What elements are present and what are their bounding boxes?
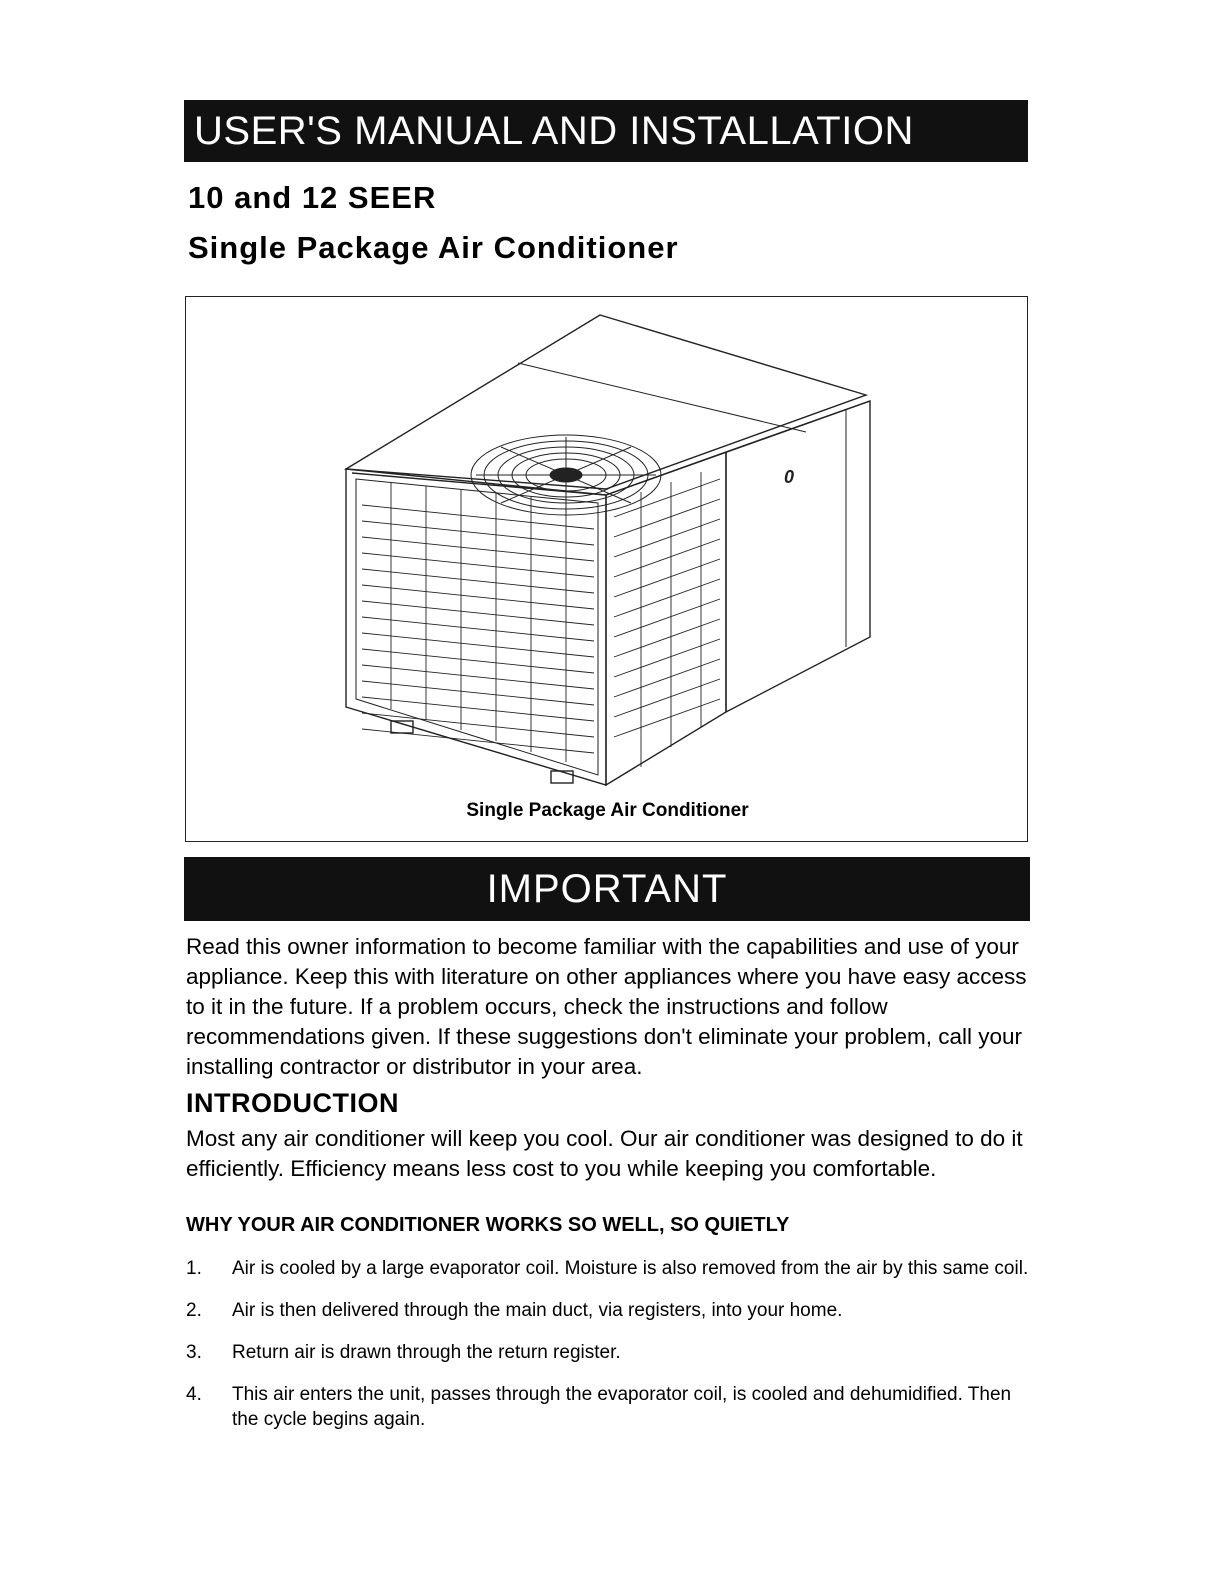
panel-label: 0	[784, 467, 795, 487]
list-item-text: Return air is drawn through the return register.	[232, 1342, 621, 1363]
subtitle-seer: 10 and 12 SEER	[188, 180, 437, 215]
list-item	[186, 1340, 1031, 1365]
control-box	[726, 401, 870, 712]
list-item	[186, 1382, 1031, 1432]
list-item-number: 1.	[186, 1258, 202, 1279]
unit-top-face	[346, 315, 866, 489]
list-item-number: 3.	[186, 1342, 202, 1363]
important-paragraph: Read this owner information to become familiar with the capabilities and use of your appliance. Keep this with literature on other appliances where you have easy access to it in the future. If a problem occurs, check the instructions and follow recommendations given. If these suggestions don't eliminate your problem, call your installing contractor or distributor in your area.	[186, 934, 1027, 1079]
figure-caption: Single Package Air Conditioner	[466, 800, 749, 821]
list-item	[186, 1256, 1031, 1281]
title-banner: USER'S MANUAL AND INSTALLATION	[184, 100, 1028, 162]
list-item-text: Air is cooled by a large evaporator coil. Moisture is also removed from the air by this same coil.	[232, 1258, 1029, 1279]
why-heading: WHY YOUR AIR CONDITIONER WORKS SO WELL, SO QUIETLY	[186, 1214, 790, 1236]
introduction-heading: INTRODUCTION	[186, 1088, 399, 1118]
air-conditioner-illustration	[186, 297, 1029, 797]
introduction-paragraph: Most any air conditioner will keep you cool. Our air conditioner was designed to do it efficiently. Efficiency means less cost to you while keeping you comfortable.	[186, 1126, 1023, 1181]
subtitle-product: Single Package Air Conditioner	[188, 230, 679, 265]
list-item-text: This air enters the unit, passes through the evaporator coil, is cooled and dehumidified. Then the cycle begins again.	[232, 1384, 1012, 1430]
list-item-number: 4.	[186, 1384, 202, 1405]
why-list	[186, 1256, 1031, 1449]
list-item-text: Air is then delivered through the main duct, via registers, into your home.	[232, 1300, 843, 1321]
list-item	[186, 1298, 1031, 1323]
important-banner: IMPORTANT	[184, 857, 1030, 921]
list-item-number: 2.	[186, 1300, 202, 1321]
figure-box	[185, 296, 1028, 842]
